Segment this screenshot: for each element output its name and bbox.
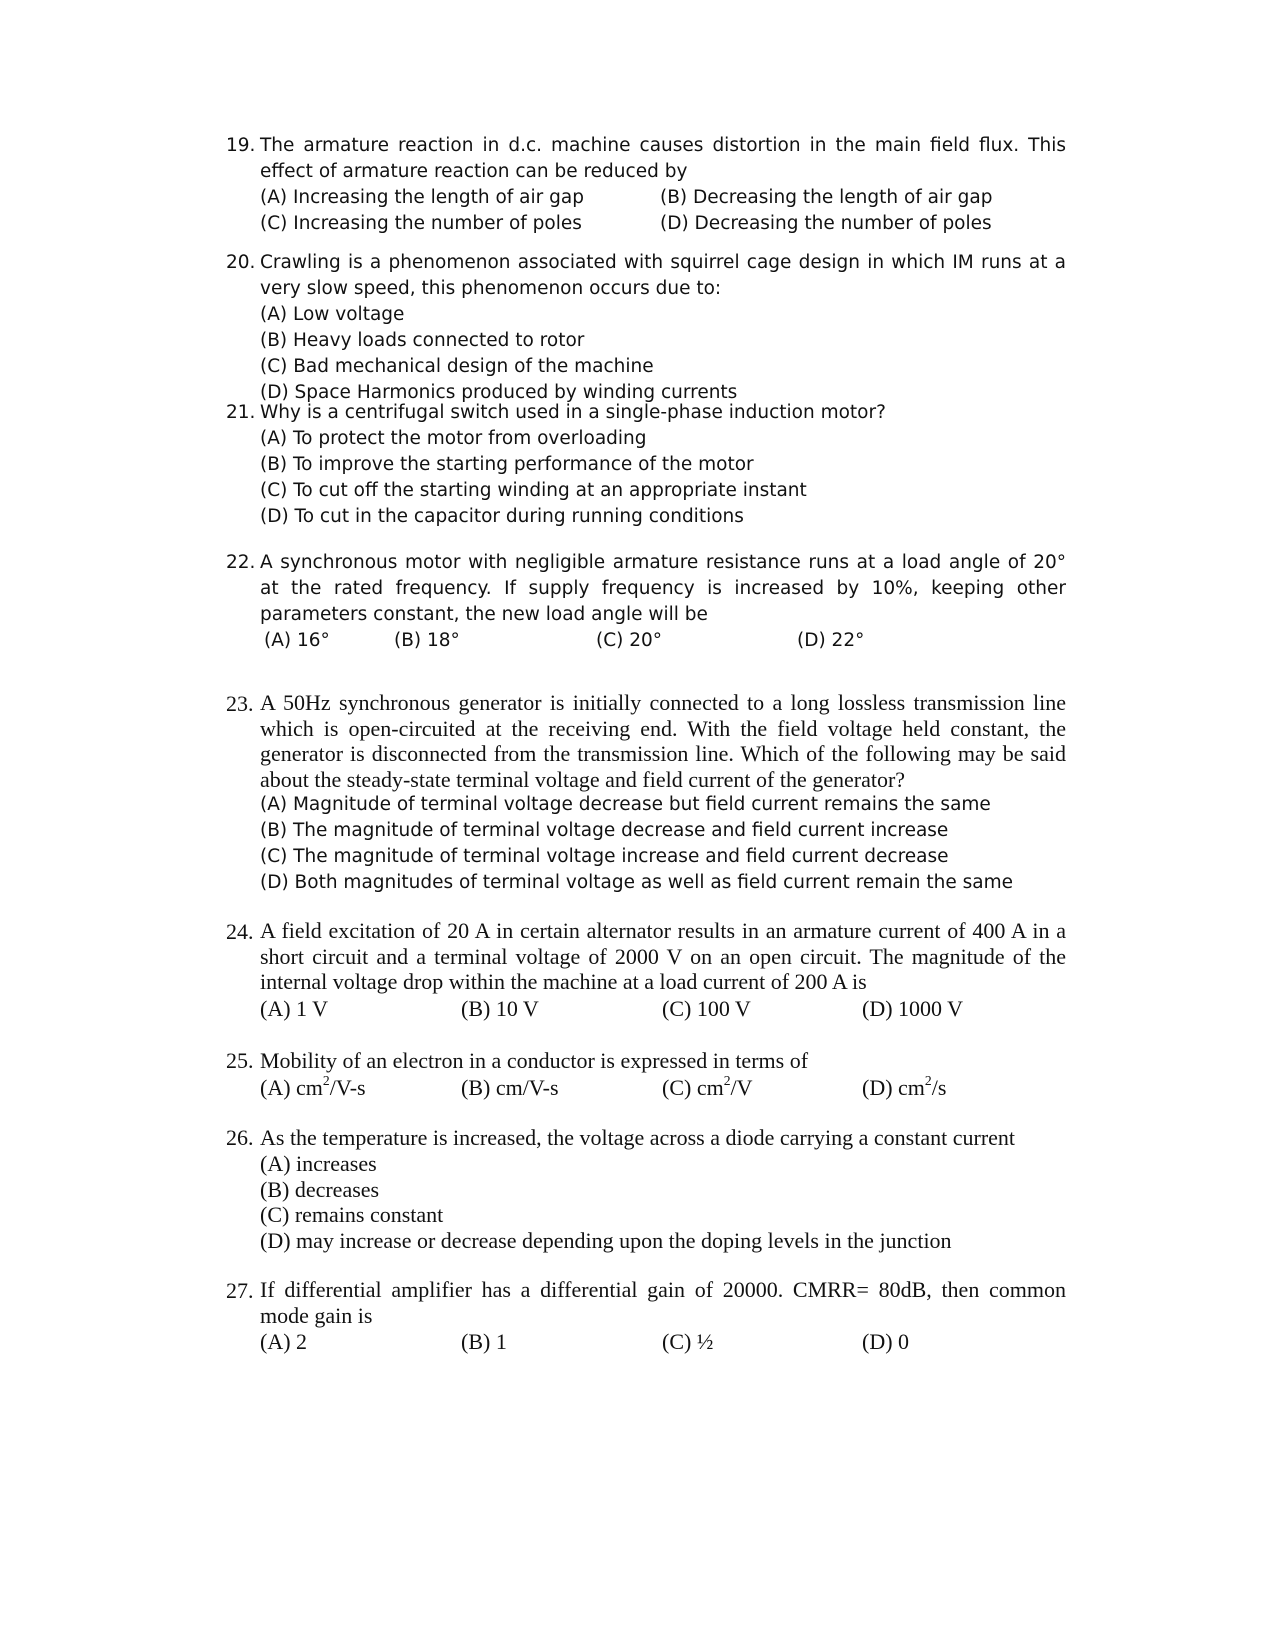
- option-b: (B) The magnitude of terminal voltage decrease and field current increase: [260, 820, 949, 841]
- question-21: [226, 400, 1066, 530]
- question-19: [226, 133, 1066, 237]
- question-26: [226, 1124, 1066, 1253]
- option-d: (D) $cm^2/s$: [862, 1073, 947, 1100]
- option-a: (A) Low voltage: [260, 304, 405, 325]
- question-text: As the temperature is increased, the voltage across a diode carrying a constant current: [260, 1125, 1016, 1150]
- question-text: A field excitation of 20 A in certain alternator results in an armature current of 400 A in a short circuit and a terminal voltage of 2000 V on an open circuit. The magnitude of the internal voltage drop within the machine at a load current of 200 A is: [260, 918, 1066, 994]
- option-b: (B) 10 V: [461, 995, 539, 1021]
- option-c: (C) 100 V: [662, 995, 751, 1021]
- option-c: (C) Increasing the number of poles: [260, 213, 582, 234]
- question-number: 22.: [226, 552, 256, 573]
- option-a: (A) increases: [260, 1151, 377, 1176]
- question-text: A synchronous motor with negligible armature resistance runs at a load angle of 20° at the rated frequency. If supply frequency is increased by 10%, keeping other parameters constant, the new load angle will be: [260, 552, 1066, 625]
- question-number: 27.: [226, 1278, 254, 1303]
- option-b: (B) cm/V-s: [461, 1075, 559, 1100]
- question-number: 24.: [226, 919, 254, 944]
- question-25: [226, 1047, 1066, 1101]
- option-a: (A) 2: [260, 1329, 308, 1354]
- option-b: (B) Decreasing the length of air gap: [660, 187, 993, 208]
- option-c: (C) The magnitude of terminal voltage increase and field current decrease: [260, 846, 949, 867]
- question-number: 20.: [226, 252, 256, 273]
- option-d: (D) may increase or decrease depending upon the doping levels in the junction: [260, 1227, 952, 1253]
- question-number: 21.: [226, 402, 256, 423]
- option-b: (B) 18°: [394, 630, 460, 651]
- question-text: If differential amplifier has a differential gain of 20000. CMRR= 80dB, then common mode gain is: [260, 1277, 1066, 1328]
- option-a: (A) Magnitude of terminal voltage decrease but field current remains the same: [260, 794, 991, 815]
- question-number: 25.: [226, 1048, 254, 1073]
- option-c: (C) $cm^2/V$: [662, 1073, 753, 1100]
- question-27: [226, 1277, 1066, 1355]
- question-number: 23.: [226, 691, 254, 716]
- option-a: (A) To protect the motor from overloading: [260, 428, 647, 449]
- option-d: (D) Both magnitudes of terminal voltage as well as field current remain the same: [260, 872, 1013, 893]
- option-d: (D) 22°: [797, 630, 865, 651]
- question-22: [226, 550, 1066, 654]
- question-23: [226, 690, 1066, 896]
- option-b: (B) 1: [461, 1329, 507, 1354]
- option-c: (C) remains constant: [260, 1202, 444, 1227]
- option-d: (D) Space Harmonics produced by winding currents: [260, 382, 738, 403]
- option-c: (C) 20°: [596, 630, 663, 651]
- option-a: (A) $cm^2/V-s$: [260, 1073, 366, 1100]
- question-text: Crawling is a phenomenon associated with squirrel cage design in which IM runs at a very slow speed, this phenomenon occurs due to:: [260, 252, 1066, 299]
- option-b: (B) To improve the starting performance of the motor: [260, 454, 754, 475]
- option-b: (B) Heavy loads connected to rotor: [260, 330, 585, 351]
- option-a: (A) 1 V: [260, 995, 329, 1021]
- option-c: (C) ½: [662, 1329, 714, 1354]
- question-20: [226, 250, 1066, 406]
- question-text: Why is a centrifugal switch used in a single-phase induction motor?: [260, 402, 886, 423]
- option-c: (C) To cut off the starting winding at an appropriate instant: [260, 480, 807, 501]
- question-text: A 50Hz synchronous generator is initially connected to a long lossless transmission line which is open-circuited at the receiving end. With the field voltage held constant, the generator is disconnected from the transmission line. Which of the following may be said about the steady-state terminal voltage and field current of the generator?: [260, 690, 1066, 792]
- option-d: (D) To cut in the capacitor during running conditions: [260, 506, 744, 527]
- question-number: 19.: [226, 135, 256, 156]
- question-24: [226, 918, 1066, 1022]
- option-c: (C) Bad mechanical design of the machine: [260, 356, 654, 377]
- question-number: 26.: [226, 1125, 254, 1150]
- option-b: (B) decreases: [260, 1176, 380, 1202]
- option-d: (D) 1000 V: [862, 995, 964, 1021]
- option-a: (A) Increasing the length of air gap: [260, 187, 584, 208]
- question-text: Mobility of an electron in a conductor is expressed in terms of: [260, 1048, 809, 1073]
- option-d: (D) 0: [862, 1329, 910, 1354]
- question-text: The armature reaction in d.c. machine causes distortion in the main field flux. This effect of armature reaction can be reduced by: [260, 135, 1066, 182]
- option-d: (D) Decreasing the number of poles: [660, 213, 992, 234]
- option-a: (A) 16°: [264, 630, 330, 651]
